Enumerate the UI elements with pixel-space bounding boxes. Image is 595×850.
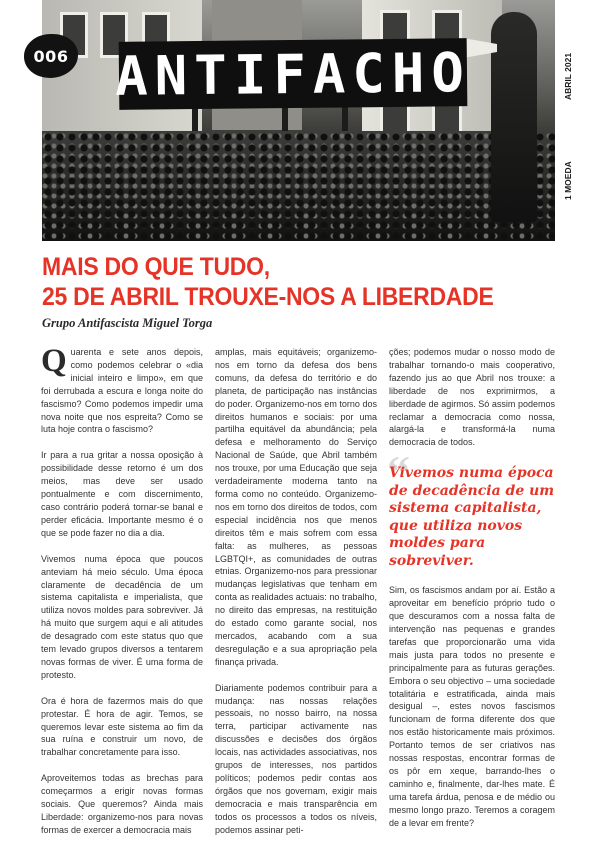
paragraph: amplas, mais equitáveis; organizemo-nos em torno da defesa dos bens comuns, da defesa do território e do planeta, de participação nas instâncias do poder. Organizemo-nos em torno dos direitos humanos e sociais: por uma partilha equitável da abundância; pela defesa e melhoramento do Serviço Nacional de Saúde, que Abril também nos trouxe, por uma Educação que seja verdadeiramente moderna tanto na forma como no conteúdo. Organizemo-nos em torno dos direitos de todos, com especial incidência nos que menos direitos têm e mais sofrem com essa falta: as mulheres, as pessoas LGBTQI+, as comunidades de outras etnias. Organizemo-nos para pressionar mudanças legislativas que tenham em conta as realidades actuais: no trabalho, no direito das empresas, na restituição do estado como garante social, nos mercados, acabando com a sua desregulação e a sua apropriação pela finança privada. [215,347,377,667]
issue-price: 1 MOEDA [563,161,573,200]
issue-number-badge: 006 [24,34,78,78]
masthead [114,38,472,110]
issue-date: ABRIL 2021 [563,52,573,100]
paragraph: Ir para a rua gritar a nossa oposição à possibilidade desse retorno é um dos meios, mas deve ser usado pontualmente e com discernimento, caso contrário poderá tornar-se banal e perder eficácia. Importante mesmo é o que se pode fazer no dia a dia. [41,450,203,538]
drop-cap: Q [41,343,67,379]
masthead-title: ANTIFACHO [114,40,472,108]
headline-line-2: 25 DE ABRIL TROUXE-NOS A LIBERDADE [42,283,494,311]
article-column-3 [389,346,555,842]
paragraph: Sim, os fascismos andam por aí. Estão a aproveitar em benefício próprio tudo o que descuramos com a nossa falta de intervenção nas pequenas e grandes tarefas que proporcionarão uma vida mais justa para todos no presente e principalmente para as futuras gerações. Embora o seu objectivo – uma sociedade totalitária e estratificada, ainda mais desigual –, estes novos fascismos funcionam de forma diferente dos que nos estão historicamente mais próximos. Portanto temos de ser criativos nas nossas respostas, encontrar formas de os pôr em xeque, barrando-lhes o caminho e, finalmente, dar-lhes mate. É uma tarefa árdua, penosa e de médio ou mesmo longo prazo. Teremos a coragem de a levar em frente? [389,585,555,828]
pull-quote [387,446,555,570]
header-photo [42,0,555,241]
paragraph [41,343,203,436]
paragraph: Diariamente podemos contribuir para a mudança: nas nossas relações pessoais, no nosso bairro, na nossa terra, participar activamente nas discussões e decisões dos órgãos locais, nas actividades associativas, nos grupos de interesses, nos partidos políticos; podemos pedir contas aos órgãos que nos governam, exigir mais democracia e mais transparência em todos os processos a todos os níveis, podemos assinar peti- [215,682,377,835]
headline-line-1: MAIS DO QUE TUDO, [42,253,270,281]
paragraph-text: uarenta e sete anos depois, como podemos celebrar o «dia inicial inteiro e limpo», em que foi derrubada a escura e longa noite do fascismo? Como podemos impedir uma nova noite que nos espreita? Como se luta hoje contra o fascismo? [41,347,203,435]
paragraph: Aproveitemos todas as brechas para começarmos a erigir novas formas sociais. Que queremos? Ainda mais Liberdade: organizemo-nos para novas formas de exercer a democracia mais [41,773,203,835]
article-byline: Grupo Antifascista Miguel Torga [42,316,213,330]
article-column-2 [215,346,377,850]
paragraph: ções; podemos mudar o nosso modo de trabalhar tornando-o mais cooperativo, fazendo jus ao que Abril nos trouxe: a liberdade de nos exprimirmos, a liberdade de agirmos. Só assim podemos reclamar a democracia como nossa, alargá-la e transformá-la numa democracia de todos. [389,347,555,448]
crowd [42,131,555,241]
paragraph: Ora é hora de fazermos mais do que protestar. É hora de agir. Temos, se queremos levar este sistema ao fim da sua ruína e construir um novo, de trabalhar concretamente para isso. [41,695,203,758]
soldier-figure [491,12,537,222]
paragraph: Vivemos numa época que poucos anteviam há meio século. Uma época claramente de decadência de um sistema capitalista e imperialista, que utiliza novos moldes para sobreviver. Já há muito que surgem aqui e ali atitudes de desagrado com este status quo que tem levado grupos diversos a tentarem novas formas de viver. É uma forma de protesto. [41,553,203,680]
article-headline [42,252,520,312]
article-column-1 [41,343,203,850]
pull-quote-text: Vivemos numa época de decadência de um sistema capitalista, que utiliza novos moldes para sobreviver. [389,465,555,569]
quote-mark-icon: “ [387,446,410,498]
